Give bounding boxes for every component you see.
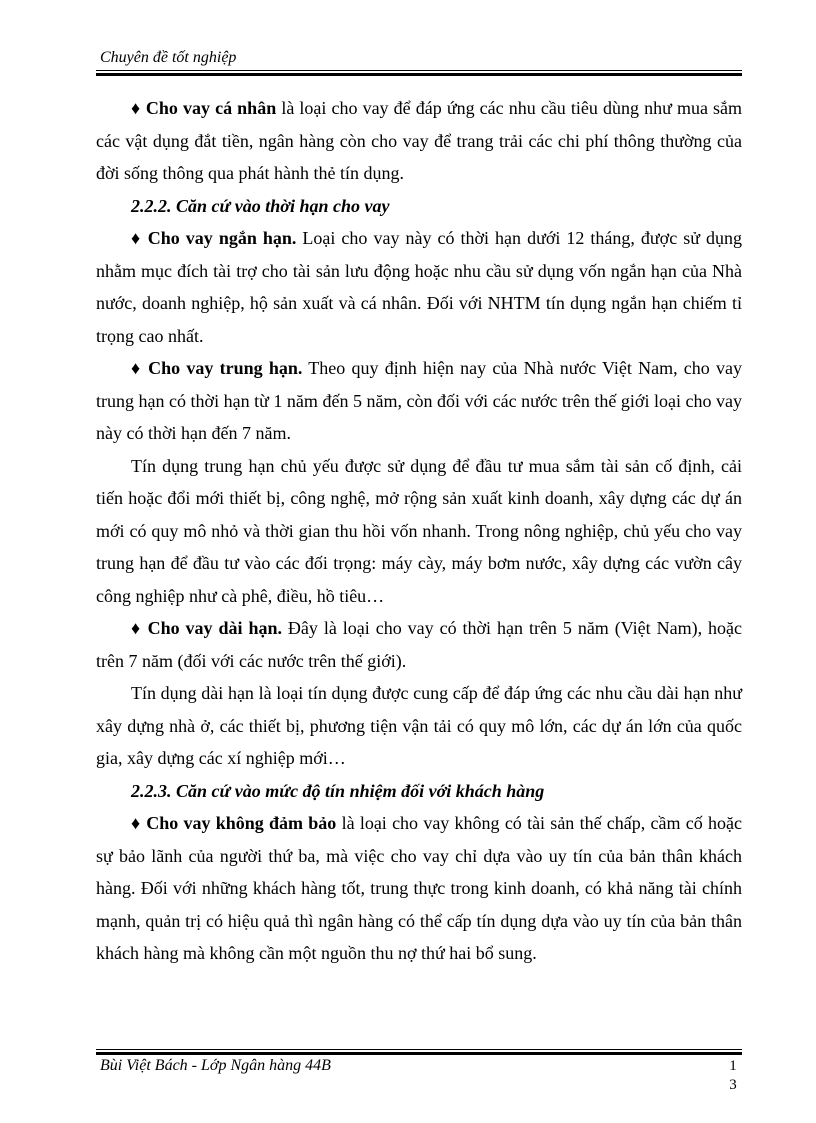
paragraph-medium-term-credit: Tín dụng trung hạn chủ yếu được sử dụng để đầu tư mua sắm tài sản cố định, cải tiến hoặc đổi mới thiết bị, công nghệ, mở rộng sản xuất kinh doanh, xây dựng các dự án mới có quy mô nhỏ và thời gian thu hồi vốn nhanh. Trong nông nghiệp, chủ yếu cho vay trung hạn để đầu tư vào các đối trọng: máy cày, máy bơm nước, xây dựng các vườn cây công nghiệp như cà phê, điều, hồ tiêu…: [96, 455, 742, 606]
paragraph-long-term-credit: Tín dụng dài hạn là loại tín dụng được cung cấp để đáp ứng các nhu cầu dài hạn như xây dựng nhà ở, các thiết bị, phương tiện vận tải có quy mô lớn, các dự án lớn của quốc gia, xây dựng các xí nghiệp mới…: [96, 683, 742, 768]
page-number-line1: 1: [729, 1058, 737, 1074]
section-heading-2-2-2: 2.2.2. Căn cứ vào thời hạn cho vay: [131, 195, 390, 216]
term-short-term-loan: Cho vay ngắn hạn.: [147, 228, 297, 248]
paragraph-text: Theo quy định hiện nay của Nhà nước Việt Nam, cho vay trung hạn có thời hạn từ 1 năm đến 5 năm, còn đối với các nước trên thế giới loại cho vay này có thời hạn đến 7 năm.: [96, 358, 743, 443]
term-personal-loan: Cho vay cá nhân: [145, 98, 277, 118]
diamond-bullet-icon: ♦: [131, 618, 142, 638]
paragraph-text: Đây là loại cho vay có thời hạn trên 5 năm (Việt Nam), hoặc trên 7 năm (đối với các nước trên thế giới).: [96, 618, 743, 671]
page-number: [725, 1057, 741, 1095]
paragraph-text: là loại cho vay không có tài sản thế chấp, cầm cố hoặc sự bảo lãnh của người thứ ba, mà việc cho vay chỉ dựa vào uy tín của bản thân khách hàng. Đối với những khách hàng tốt, trung thực trong kinh doanh, có khả năng tài chính mạnh, quản trị có hiệu quả thì ngân hàng có thể cấp tín dụng dựa vào uy tín của bản thân khách hàng mà không cần một nguồn thu nợ thứ hai bổ sung.: [96, 813, 743, 963]
paragraph-text: là loại cho vay để đáp ứng các nhu cầu tiêu dùng như mua sắm các vật dụng đắt tiền, ngân hàng còn cho vay để trang trải các chi phí thông thường của đời sống thông qua phát hành thẻ tín dụng.: [96, 98, 743, 183]
term-unsecured-loan: Cho vay không đảm bảo: [146, 813, 337, 833]
footer-rule-thin: [96, 1049, 742, 1050]
diamond-bullet-icon: ♦: [131, 358, 142, 378]
running-header: Chuyên đề tốt nghiệp: [100, 49, 237, 66]
section-heading-2-2-3: 2.2.3. Căn cứ vào mức độ tín nhiệm đối với khách hàng: [131, 780, 545, 801]
running-footer: Bùi Việt Bách - Lớp Ngân hàng 44B: [100, 1057, 331, 1074]
footer-rule-thick: [96, 1052, 742, 1055]
paragraph-unsecured-loan: [96, 807, 742, 970]
header-rule-thick: [96, 73, 742, 76]
paragraph-long-term-loan: [96, 612, 742, 677]
page-number-line2: 3: [729, 1077, 737, 1093]
paragraph-medium-term-loan: [96, 352, 742, 450]
diamond-bullet-icon: ♦: [131, 98, 141, 118]
paragraph-text: Loại cho vay này có thời hạn dưới 12 tháng, được sử dụng nhằm mục đích tài trợ cho tài sản lưu động hoặc nhu cầu sử dụng vốn ngắn hạn của Nhà nước, doanh nghiệp, hộ sản xuất và cá nhân. Đối với NHTM tín dụng ngắn hạn chiếm tỉ trọng cao nhất.: [96, 228, 742, 346]
term-medium-term-loan: Cho vay trung hạn.: [148, 358, 303, 378]
paragraph-short-term-loan: [96, 222, 742, 352]
paragraph-personal-loan: [96, 92, 742, 190]
diamond-bullet-icon: ♦: [131, 228, 142, 248]
document-body: [96, 92, 742, 970]
header-rule-thin: [96, 70, 742, 71]
diamond-bullet-icon: ♦: [131, 813, 141, 833]
term-long-term-loan: Cho vay dài hạn.: [147, 618, 282, 638]
